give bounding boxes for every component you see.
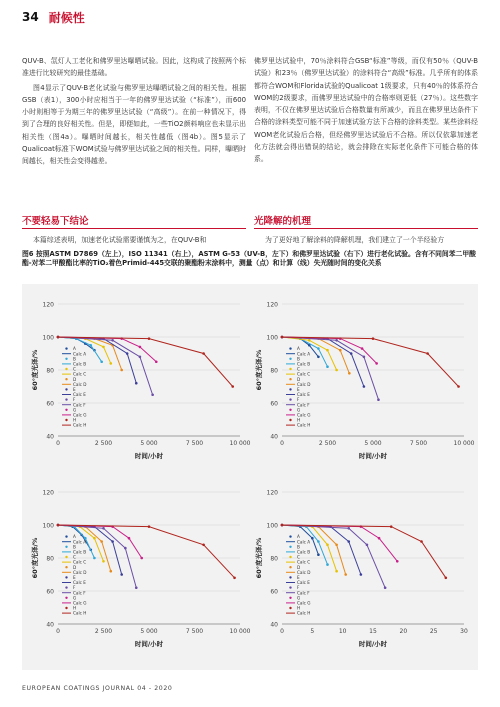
legend-marker-H: [65, 419, 67, 421]
page-header: [22, 8, 85, 26]
data-point-B: [326, 365, 329, 368]
legend-label: Calc C: [73, 371, 87, 377]
data-point-F: [135, 586, 138, 589]
data-point-H: [148, 337, 151, 340]
x-tick-label: 5: [310, 628, 315, 635]
legend-label: G: [297, 595, 301, 601]
chart-top-right: [252, 294, 475, 470]
legend-label: D: [297, 376, 301, 382]
x-tick-label: 2 500: [318, 440, 337, 447]
x-axis-label: 时间/小时: [134, 640, 164, 648]
x-tick-label: 2 500: [94, 440, 113, 447]
legend-marker-F: [289, 586, 291, 588]
legend-label: Calc D: [297, 569, 311, 575]
legend-label: E: [73, 575, 76, 580]
legend-label: B: [297, 356, 300, 362]
legend-label: Calc E: [73, 580, 86, 586]
legend-label: D: [297, 564, 301, 570]
data-point-G: [361, 347, 364, 350]
data-point-E: [111, 540, 114, 543]
data-point-C: [326, 349, 329, 352]
legend-label: C: [297, 554, 300, 560]
journal-footer: EUROPEAN COATINGS JOURNAL 04 - 2020: [22, 685, 173, 692]
left-paragraph-2: 图4显示了QUV-B老化试验与佛罗里达曝晒试验之间的相关性。根据GSB（表1），300小时应相当于一年的佛罗里达试验（“标准”），而600小时则相等于为期三年的佛罗里达试验（“高级”）。在前一种情况下，得到了合理的良好相关性。但是，即便如此，一些TiO2颜料响应也未显示出相关性（图4a）。曝晒时间越长，相关性越低（图4b）。图5显示了Qualicoat标准下WOM试验与佛罗里达试验之间的相关性。同样，曝晒时间越长，相关性会变得越差。: [22, 83, 246, 166]
legend-label: Calc F: [297, 590, 310, 596]
data-point-G: [375, 362, 378, 365]
y-tick-label: 80: [270, 367, 278, 375]
x-tick-label: 10: [338, 628, 347, 635]
data-point-D: [120, 369, 123, 372]
legend-label: C: [73, 554, 76, 560]
legend-label: Calc E: [297, 580, 310, 586]
data-point-H: [457, 385, 460, 388]
legend-label: Calc H: [73, 610, 87, 616]
data-point-G: [155, 360, 158, 363]
legend-marker-D: [65, 566, 67, 568]
legend-marker-F: [65, 398, 67, 400]
x-tick-label: 0: [56, 440, 60, 447]
legend-label: H: [297, 417, 301, 423]
legend-label: Calc F: [73, 402, 86, 408]
data-point-H: [420, 540, 423, 543]
legend-label: Calc E: [297, 392, 310, 398]
data-point-G: [396, 560, 399, 563]
legend-marker-C: [289, 368, 291, 370]
legend-marker-E: [289, 388, 291, 390]
data-point-E: [120, 573, 123, 576]
legend-label: Calc A: [73, 539, 87, 545]
legend-label: Calc G: [297, 412, 311, 418]
legend-marker-H: [65, 607, 67, 609]
x-axis-label: 时间/小时: [358, 640, 388, 648]
legend-marker-B: [289, 358, 291, 360]
legend-marker-A: [65, 347, 67, 349]
data-point-E: [347, 540, 350, 543]
y-axis-label: 60°度光泽/%: [31, 537, 39, 579]
data-point-F: [363, 356, 366, 359]
legend-marker-F: [65, 586, 67, 588]
legend-marker-B: [65, 546, 67, 548]
data-point-C: [109, 362, 112, 365]
legend-label: H: [297, 605, 301, 611]
data-point-C: [102, 560, 105, 563]
legend-label: G: [73, 595, 77, 601]
data-point-F: [377, 398, 380, 401]
data-point-D: [339, 349, 342, 352]
data-point-F: [151, 393, 154, 396]
y-tick-label: 120: [42, 489, 54, 497]
x-tick-label: 7 500: [185, 628, 204, 635]
legend-label: Calc C: [297, 371, 311, 377]
data-point-H: [148, 525, 151, 528]
data-point-G: [128, 537, 131, 540]
legend-label: Calc B: [73, 361, 87, 367]
legend-marker-B: [65, 358, 67, 360]
legend-label: C: [73, 366, 76, 372]
data-point-A: [311, 537, 314, 540]
heading-right-rule: [254, 228, 478, 229]
data-point-H: [57, 336, 60, 339]
y-axis-label: 60°度光泽/%: [31, 349, 39, 391]
y-tick-label: 60: [270, 588, 278, 596]
legend-label: Calc A: [297, 351, 311, 357]
x-tick-label: 20: [399, 628, 408, 635]
intro-right: 为了更好地了解涂料的降解机理，我们建立了一个半经验方: [265, 236, 445, 244]
data-point-H: [281, 336, 284, 339]
page-number: 34: [22, 10, 39, 24]
legend-label: H: [73, 605, 77, 611]
legend-label: Calc D: [297, 381, 311, 387]
legend-label: Calc D: [73, 381, 87, 387]
legend-marker-G: [289, 597, 291, 599]
legend-label: Calc H: [297, 610, 311, 616]
y-tick-label: 80: [270, 555, 278, 563]
data-point-C: [308, 339, 311, 342]
data-point-H: [233, 577, 236, 580]
legend-label: Calc A: [73, 351, 87, 357]
legend-marker-D: [65, 378, 67, 380]
legend-label: D: [73, 564, 77, 570]
legend-label: C: [297, 366, 300, 372]
legend-label: G: [297, 407, 301, 413]
y-tick-label: 40: [46, 621, 54, 629]
x-tick-label: 5 000: [364, 440, 382, 447]
heading-right: 光降解的机理: [254, 216, 312, 227]
x-tick-label: 10 000: [453, 440, 475, 447]
data-point-C: [102, 346, 105, 349]
data-point-E: [350, 352, 353, 355]
legend-label: Calc F: [297, 402, 310, 408]
data-point-D: [109, 570, 112, 573]
data-point-B: [317, 347, 320, 350]
intro-left: 本篇综述表明，加速老化试验需要谨慎为之，在QUV-B和: [33, 236, 207, 244]
legend-label: E: [73, 387, 76, 392]
legend-label: Calc G: [73, 412, 87, 418]
y-tick-label: 120: [266, 301, 278, 309]
data-point-A: [317, 553, 320, 556]
data-point-F: [102, 527, 105, 530]
legend-label: F: [73, 397, 76, 403]
data-point-D: [335, 544, 338, 547]
left-paragraph-1: QUV-B、氙灯人工老化和佛罗里达曝晒试验。因此，这构成了按照两个标准进行比较研究的最佳基础。: [22, 57, 246, 78]
y-tick-label: 60: [46, 588, 54, 596]
data-point-F: [366, 544, 369, 547]
legend-label: Calc A: [297, 539, 311, 545]
y-tick-label: 100: [266, 522, 278, 530]
series-line-F: [58, 525, 136, 591]
chart-top-left: [28, 294, 251, 470]
data-point-C: [335, 369, 338, 372]
y-tick-label: 120: [42, 301, 54, 309]
x-tick-label: 10 000: [229, 628, 251, 635]
x-tick-label: 7 500: [185, 440, 204, 447]
legend-label: A: [297, 346, 300, 352]
data-point-E: [126, 352, 129, 355]
legend-label: Calc B: [73, 549, 87, 555]
legend-label: G: [73, 407, 77, 413]
data-point-E: [135, 382, 138, 385]
data-point-F: [124, 547, 127, 550]
data-point-B: [89, 344, 92, 347]
y-tick-label: 80: [46, 555, 54, 563]
legend-marker-C: [289, 556, 291, 558]
y-tick-label: 100: [42, 522, 54, 530]
y-tick-label: 100: [42, 334, 54, 342]
data-point-B: [93, 557, 96, 560]
data-point-C: [93, 537, 96, 540]
y-tick-label: 120: [266, 489, 278, 497]
legend-marker-H: [289, 419, 291, 421]
legend-label: F: [297, 585, 300, 591]
legend-marker-G: [65, 597, 67, 599]
legend-label: A: [73, 346, 76, 352]
legend-label: D: [73, 376, 77, 382]
data-point-H: [202, 544, 205, 547]
legend-marker-C: [65, 556, 67, 558]
y-axis-label: 60°度光泽/%: [255, 537, 263, 579]
data-point-H: [281, 524, 284, 527]
y-tick-label: 40: [46, 433, 54, 441]
legend-marker-A: [289, 347, 291, 349]
x-tick-label: 5 000: [140, 440, 158, 447]
legend-marker-E: [65, 388, 67, 390]
right-column: [254, 55, 478, 168]
legend-marker-A: [65, 535, 67, 537]
figure-caption: 图6 按照ASTM D7869（左上），ISO 11341（右上），ASTM G-53（UV-B，左下）和佛罗里达试验（右下）进行老化试验。含有不同间苯二甲酸酯-对苯二甲酸酯比率的TiO₂着色Primid-445交联的聚酯粉末涂料中，测量（点）和计算（线）失光随时间的变化关系: [22, 250, 476, 268]
x-tick-label: 7 500: [409, 440, 428, 447]
x-tick-label: 25: [429, 628, 438, 635]
chart-bottom-right: [252, 482, 472, 658]
x-tick-label: 30: [460, 628, 468, 635]
x-axis-label: 时间/小时: [358, 452, 388, 460]
data-point-H: [390, 525, 393, 528]
y-tick-label: 60: [46, 400, 54, 408]
x-axis-label: 时间/小时: [134, 452, 164, 460]
data-point-B: [317, 540, 320, 543]
legend-label: Calc E: [73, 392, 86, 398]
x-tick-label: 0: [56, 628, 60, 635]
legend-label: B: [73, 356, 76, 362]
legend-label: E: [297, 575, 300, 580]
data-point-H: [372, 337, 375, 340]
legend-marker-B: [289, 546, 291, 548]
heading-left-rule: [22, 228, 246, 229]
legend-marker-H: [289, 607, 291, 609]
data-point-G: [140, 557, 143, 560]
series-line-E: [282, 337, 364, 387]
data-point-C: [335, 570, 338, 573]
legend-label: Calc C: [297, 559, 311, 565]
x-tick-label: 2 500: [94, 628, 113, 635]
legend-label: B: [297, 544, 300, 550]
legend-label: Calc H: [73, 422, 87, 428]
y-tick-label: 100: [266, 334, 278, 342]
data-point-H: [426, 352, 429, 355]
data-point-A: [317, 356, 320, 359]
data-point-H: [202, 352, 205, 355]
section-title: 耐候性: [48, 10, 85, 25]
data-point-F: [347, 527, 350, 530]
legend-marker-E: [289, 576, 291, 578]
legend-label: F: [73, 585, 76, 591]
data-point-F: [335, 339, 338, 342]
legend-label: Calc F: [73, 590, 86, 596]
y-axis-label: 60°度光泽/%: [255, 349, 263, 391]
data-point-C: [326, 544, 329, 547]
data-point-B: [326, 563, 329, 566]
data-point-G: [139, 346, 142, 349]
data-point-H: [231, 385, 234, 388]
y-tick-label: 40: [270, 621, 278, 629]
legend-label: Calc B: [297, 549, 311, 555]
data-point-E: [363, 385, 366, 388]
data-point-H: [445, 577, 448, 580]
legend-label: A: [73, 534, 76, 540]
data-point-D: [344, 573, 347, 576]
data-point-H: [57, 524, 60, 527]
legend-marker-C: [65, 368, 67, 370]
legend-marker-D: [289, 566, 291, 568]
data-point-F: [139, 356, 142, 359]
data-point-D: [348, 372, 351, 375]
legend-label: A: [297, 534, 300, 540]
x-tick-label: 15: [369, 628, 377, 635]
legend-label: Calc B: [297, 361, 311, 367]
x-tick-label: 10 000: [229, 440, 251, 447]
y-tick-label: 80: [46, 367, 54, 375]
data-point-B: [100, 360, 103, 363]
legend-label: B: [73, 544, 76, 550]
data-point-G: [378, 537, 381, 540]
legend-label: Calc C: [73, 559, 87, 565]
legend-label: F: [297, 397, 300, 403]
legend-marker-D: [289, 378, 291, 380]
chart-bottom-left: [28, 482, 251, 658]
legend-marker-A: [289, 535, 291, 537]
right-paragraph-1: 佛罗里达试验中，70％涂料符合GSB“标准”等级，而仅有50％（QUV-B试验）和23％（佛罗里达试验）的涂料符合“高级”标准。几乎所有的体系都符合WOM和Florida试验的Qualicoat 1级要求，只有40％的体系符合WOM的2级要求，而佛罗里达试验中的合格率则更低（27％）。这些数字表明，不仅在佛罗里达试验后合格数量有所减少，而且在佛罗里达条件下合格的涂料类型可能不同于加速试验方法下合格的涂料类型。某些涂料经WOM老化试验后合格，但经佛罗里达试验后不合格。所以仅依靠加速老化方法就会得出错误的结论，就会排除在实际老化条件下可能合格的体系。: [254, 57, 478, 164]
legend-label: Calc H: [297, 422, 311, 428]
heading-left: 不要轻易下结论: [22, 216, 89, 227]
legend-label: H: [73, 417, 77, 423]
legend-label: Calc G: [73, 600, 87, 606]
legend-label: Calc G: [297, 600, 311, 606]
y-tick-label: 40: [270, 433, 278, 441]
legend-label: Calc D: [73, 569, 87, 575]
legend-marker-F: [289, 398, 291, 400]
data-point-E: [360, 573, 363, 576]
legend-marker-E: [65, 576, 67, 578]
x-tick-label: 5 000: [140, 628, 158, 635]
y-tick-label: 60: [270, 400, 278, 408]
legend-label: E: [297, 387, 300, 392]
legend-marker-G: [289, 409, 291, 411]
left-column: [22, 55, 246, 170]
legend-marker-G: [65, 409, 67, 411]
data-point-D: [100, 540, 103, 543]
x-tick-label: 0: [280, 628, 284, 635]
data-point-F: [111, 339, 114, 342]
x-tick-label: 0: [280, 440, 284, 447]
data-point-F: [384, 586, 387, 589]
